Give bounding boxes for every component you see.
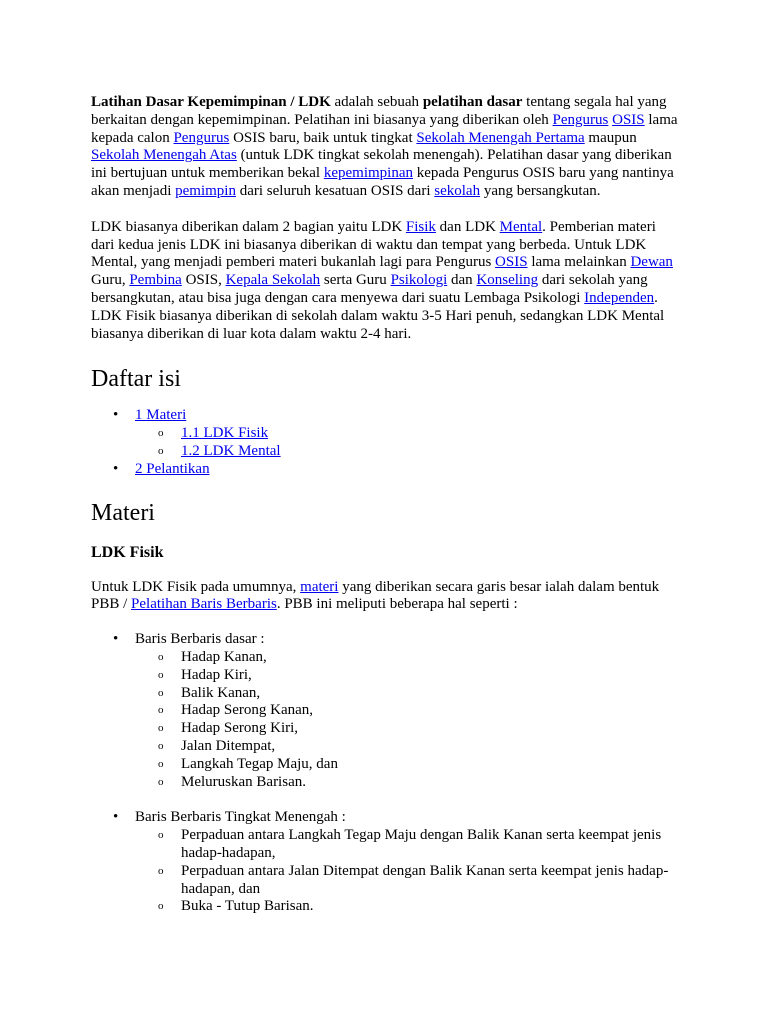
circle-bullet-icon: o <box>158 900 164 913</box>
link-pelatihan-baris-berbaris[interactable]: Pelatihan Baris Berbaris <box>131 596 277 613</box>
circle-bullet-icon: o <box>158 757 164 770</box>
bullet-icon: • <box>113 631 119 648</box>
text: adalah sebuah <box>330 94 423 110</box>
link-osis-2[interactable]: OSIS <box>495 254 528 271</box>
text: serta Guru <box>320 272 391 289</box>
link-psikologi[interactable]: Psikologi <box>390 272 448 289</box>
list-subitem <box>91 898 681 916</box>
subitem-text: Hadap Serong Kanan, <box>181 702 314 719</box>
text: maupun <box>584 129 637 146</box>
subitem-text: Langkah Tegap Maju, dan <box>181 755 338 772</box>
text: Untuk LDK Fisik pada umumnya, <box>91 578 301 595</box>
text: lama melainkan <box>527 254 631 271</box>
circle-bullet-icon: o <box>158 444 164 457</box>
toc-heading: Daftar isi <box>91 366 181 393</box>
circle-bullet-icon: o <box>158 668 164 681</box>
toc-link-materi[interactable]: 1 Materi <box>135 407 187 424</box>
text: Guru, <box>91 272 130 289</box>
list-subitem <box>91 756 681 774</box>
term-ldk: Latihan Dasar Kepemimpinan / LDK <box>91 94 331 110</box>
list-subitem <box>91 863 681 899</box>
toc-sublist <box>135 425 681 461</box>
toc-item <box>91 461 681 479</box>
materi-heading: Materi <box>91 499 155 526</box>
ldk-types-paragraph <box>91 219 681 344</box>
link-kepala-sekolah[interactable]: Kepala Sekolah <box>225 272 321 289</box>
list-item-title: Baris Berbaris dasar : <box>135 631 265 648</box>
text: dari sekolah yang bersangkutan, atau bisa juga dengan cara menyewa dari suatu Lembaga Psikologi <box>91 272 648 306</box>
text: dan <box>447 272 477 289</box>
list-subitem <box>91 702 681 720</box>
text: yang diberikan secara garis besar ialah dalam bentuk PBB / <box>91 578 660 613</box>
link-mental[interactable]: Mental <box>499 218 543 235</box>
list-item-title: Baris Berbaris Tingkat Menengah : <box>135 809 346 826</box>
subitem-text: Buka - Tutup Barisan. <box>181 898 314 915</box>
link-independen[interactable]: Independen <box>584 289 655 306</box>
link-sekolah[interactable]: sekolah <box>434 182 481 199</box>
subitem-text: Hadap Kanan, <box>181 648 267 665</box>
toc-link-pelantikan[interactable]: 2 Pelantikan <box>135 460 210 477</box>
link-smp[interactable]: Sekolah Menengah Pertama <box>416 129 585 146</box>
circle-bullet-icon: o <box>158 650 164 663</box>
subitem-text: Balik Kanan, <box>181 684 261 701</box>
ldk-fisik-paragraph <box>91 579 681 615</box>
text: LDK biasanya diberikan dalam 2 bagian yaitu LDK <box>91 218 406 235</box>
subitem-text: Hadap Serong Kiri, <box>181 720 299 737</box>
circle-bullet-icon: o <box>158 686 164 699</box>
text: OSIS baru, baik untuk tingkat <box>229 129 417 146</box>
circle-bullet-icon: o <box>158 864 164 877</box>
list-item <box>91 809 681 916</box>
text: . LDK Fisik biasanya diberikan di sekolah dalam waktu 3-5 Hari penuh, sedangkan LDK Mental biasanya diberikan di luar kota dalam waktu 2-4 hari. <box>91 289 665 342</box>
list-subitem <box>91 720 681 738</box>
circle-bullet-icon: o <box>158 775 164 788</box>
toc-link-ldk-mental[interactable]: 1.2 LDK Mental <box>181 442 281 459</box>
text: dan LDK <box>435 218 500 235</box>
ldk-fisik-heading: LDK Fisik <box>91 543 164 561</box>
text: tentang segala hal yang berkaitan dengan kepemimpinan. Pelatihan ini biasanya yang diberikan oleh <box>91 94 667 128</box>
link-osis[interactable]: OSIS <box>612 111 645 128</box>
link-pengurus-2[interactable]: Pengurus <box>173 129 230 146</box>
toc-subitem <box>91 443 681 461</box>
toc-link-ldk-fisik[interactable]: 1.1 LDK Fisik <box>181 425 269 442</box>
subitem-text: Meluruskan Barisan. <box>181 773 306 790</box>
bullet-icon: • <box>113 460 119 477</box>
link-dewan[interactable]: Dewan <box>630 254 673 271</box>
link-konseling[interactable]: Konseling <box>476 272 539 289</box>
intro-paragraph <box>91 94 681 201</box>
circle-bullet-icon: o <box>158 427 164 440</box>
circle-bullet-icon: o <box>158 739 164 752</box>
toc-item <box>91 407 681 460</box>
link-sma[interactable]: Sekolah Menengah Atas <box>91 147 237 164</box>
link-fisik[interactable]: Fisik <box>405 218 436 235</box>
term-pelatihan-dasar: pelatihan dasar <box>422 94 523 110</box>
list-subitem <box>91 827 681 863</box>
text: dari seluruh kesatuan OSIS dari <box>235 182 435 199</box>
text: kepada Pengurus OSIS baru yang nantinya akan menjadi <box>91 165 674 199</box>
toc-subitem <box>91 425 681 443</box>
circle-bullet-icon: o <box>158 722 164 735</box>
subitem-text: Perpaduan antara Jalan Ditempat dengan Balik Kanan serta keempat jenis hadap-hadapan, dan <box>181 862 669 897</box>
text: OSIS, <box>181 272 226 289</box>
link-pemimpin[interactable]: pemimpin <box>175 182 236 199</box>
circle-bullet-icon: o <box>158 829 164 842</box>
pbb-dasar-list <box>91 631 681 791</box>
list-subitem <box>91 774 681 792</box>
pbb-menengah-list <box>91 809 681 916</box>
text: (untuk LDK tingkat sekolah menengah). Pelatihan dasar yang diberikan ini bertujuan untuk memberikan bekal <box>91 147 672 182</box>
list-subitem <box>91 685 681 703</box>
circle-bullet-icon: o <box>158 704 164 717</box>
pbb-menengah-sublist <box>135 827 681 916</box>
text: lama kepada calon <box>91 111 678 146</box>
text: yang bersangkutan. <box>480 182 601 199</box>
text: . PBB ini meliputi beberapa hal seperti : <box>276 596 518 613</box>
list-subitem <box>91 738 681 756</box>
link-pembina[interactable]: Pembina <box>129 272 182 289</box>
pbb-dasar-sublist <box>135 649 681 791</box>
text: . Pemberian materi dari kedua jenis LDK ini biasanya diberikan di waktu dan tempat yang berbeda. Untuk LDK Mental, yang menjadi pemberi materi bukanlah lagi para Pengurus <box>91 218 656 271</box>
article-content <box>91 94 681 916</box>
list-item <box>91 631 681 791</box>
subitem-text: Perpaduan antara Langkah Tegap Maju dengan Balik Kanan serta keempat jenis hadap-hadapan, <box>181 827 662 861</box>
link-kepemimpinan[interactable]: kepemimpinan <box>323 165 414 182</box>
toc-list <box>91 407 681 478</box>
subitem-text: Jalan Ditempat, <box>181 737 276 754</box>
bullet-icon: • <box>113 407 119 424</box>
bullet-icon: • <box>113 809 119 826</box>
subitem-text: Hadap Kiri, <box>181 666 252 683</box>
link-materi[interactable]: materi <box>300 578 339 595</box>
link-pengurus[interactable]: Pengurus <box>552 111 609 128</box>
list-subitem <box>91 667 681 685</box>
list-subitem <box>91 649 681 667</box>
